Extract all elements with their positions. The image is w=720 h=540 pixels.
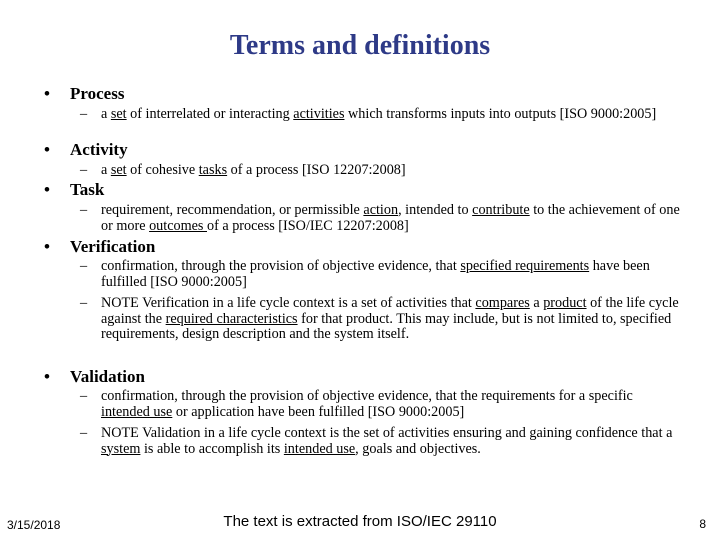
definition-text: NOTE Verification in a life cycle context is a set of activities that compares a product of the life cycle against the required characteristics for that product. This may include, but is not limited to, specified requirements, design description and the system itself.: [101, 295, 679, 342]
definition-validation-1: [80, 389, 680, 420]
footer-date: 3/15/2018: [7, 518, 61, 532]
page-number: 8: [699, 517, 706, 531]
definition-text: a set of interrelated or interacting activities which transforms inputs into outputs [ISO 9000:2005]: [101, 106, 657, 122]
dash-icon: –: [80, 258, 88, 274]
term-task: [44, 180, 104, 200]
term-link[interactable]: required characteristics: [165, 310, 298, 327]
term-link[interactable]: set: [110, 162, 127, 178]
definition-process-1: [80, 107, 680, 123]
term-link[interactable]: activities: [293, 106, 345, 122]
bullet-icon: •: [44, 367, 50, 386]
term-label: Validation: [70, 367, 145, 386]
bullet-icon: •: [44, 84, 50, 103]
term-activity: [44, 140, 128, 160]
footer-note: The text is extracted from ISO/IEC 29110: [223, 513, 497, 530]
bullet-icon: •: [44, 180, 50, 199]
bullet-icon: •: [44, 140, 50, 159]
definition-verification-2: [80, 296, 680, 343]
dash-icon: –: [80, 388, 88, 404]
term-verification: [44, 237, 155, 257]
dash-icon: –: [80, 106, 88, 122]
term-link[interactable]: specified requirements: [460, 258, 590, 274]
definition-text: a set of cohesive tasks of a process [ISO 12207:2008]: [101, 162, 406, 178]
term-link[interactable]: action: [363, 202, 399, 218]
term-link[interactable]: product: [543, 295, 587, 311]
term-label: Task: [70, 180, 105, 199]
definition-activity-1: [80, 163, 680, 179]
term-label: Verification: [70, 237, 156, 256]
dash-icon: –: [80, 202, 88, 218]
definition-verification-1: [80, 259, 680, 290]
term-link[interactable]: outcomes: [149, 217, 207, 234]
term-process: [44, 84, 124, 104]
definition-text: confirmation, through the provision of objective evidence, that the requirements for a specific intended use or application have been fulfilled [ISO 9000:2005]: [101, 388, 633, 420]
term-link[interactable]: set: [110, 106, 127, 122]
definition-text: requirement, recommendation, or permissible action, intended to contribute to the achievement of one or more outcomes of a process [ISO/IEC 12207:2008]: [101, 202, 680, 234]
term-link[interactable]: intended use: [283, 440, 356, 457]
dash-icon: –: [80, 162, 88, 178]
definition-validation-2: [80, 426, 680, 457]
bullet-icon: •: [44, 237, 50, 256]
term-link[interactable]: system: [101, 440, 141, 457]
slide-title: Terms and definitions: [229, 30, 491, 61]
term-link[interactable]: intended use: [101, 403, 173, 420]
term-label: Activity: [70, 140, 128, 159]
definition-text: NOTE Validation in a life cycle context is the set of activities ensuring and gaining confidence that a system is able to accomplish its intended use, goals and objectives.: [101, 425, 673, 457]
term-validation: [44, 367, 145, 387]
definition-task-1: [80, 203, 680, 234]
dash-icon: –: [80, 295, 88, 311]
term-link[interactable]: tasks: [198, 162, 228, 178]
term-link[interactable]: contribute: [472, 202, 530, 218]
dash-icon: –: [80, 425, 88, 441]
term-link[interactable]: compares: [475, 295, 530, 311]
term-label: Process: [70, 84, 125, 103]
definition-text: confirmation, through the provision of objective evidence, that specified requirements have been fulfilled [ISO 9000:2005]: [101, 258, 650, 290]
